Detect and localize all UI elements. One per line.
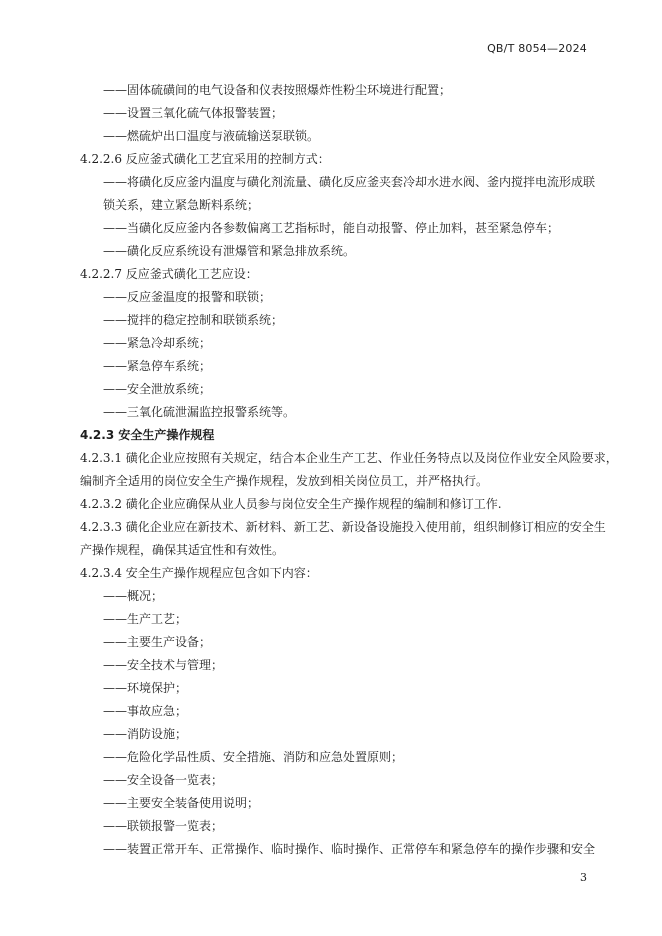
- clause-line: 4.2.2.7 反应釜式磺化工艺应设：: [80, 267, 258, 281]
- list-item: ——危险化学品性质、安全措施、消防和应急处置原则；: [103, 750, 404, 764]
- list-item: ——主要生产设备；: [103, 635, 212, 649]
- list-item: ——主要安全装备使用说明；: [103, 796, 260, 810]
- list-item: ——紧急冷却系统；: [103, 336, 212, 350]
- continuation-line: 编制齐全适用的岗位安全生产操作规程，发放到相关岗位员工，并严格执行。: [80, 474, 489, 488]
- list-item: ——搅拌的稳定控制和联锁系统；: [103, 313, 284, 327]
- clause-line: 4.2.3.3 磺化企业应在新技术、新材料、新工艺、新设备设施投入使用前，组织制修订相应的安全生: [80, 520, 606, 534]
- page-number: 3: [580, 871, 587, 884]
- clause-line: 4.2.3.2 磺化企业应确保从业人员参与岗位安全生产操作规程的编制和修订工作.: [80, 497, 502, 511]
- list-item: ——装置正常开车、正常操作、临时操作、临时操作、正常停车和紧急停车的操作步骤和安全: [103, 842, 596, 856]
- clause-line: 4.2.2.6 反应釜式磺化工艺宜采用的控制方式：: [80, 152, 330, 166]
- list-item: ——将磺化反应釜内温度与磺化剂流量、磺化反应釜夹套冷却水进水阀、釜内搅拌电流形成联: [103, 175, 596, 189]
- list-item: ——反应釜温度的报警和联锁；: [103, 290, 272, 304]
- list-item: ——燃硫炉出口温度与液硫输送泵联锁。: [103, 129, 320, 143]
- clause-line: 4.2.3.4 安全生产操作规程应包含如下内容：: [80, 566, 318, 580]
- standard-code-header: QB/T 8054—2024: [487, 42, 587, 55]
- section-heading: 4.2.3 安全生产操作规程: [80, 428, 215, 442]
- list-item: ——消防设施；: [103, 727, 188, 741]
- list-item: ——联锁报警一览表；: [103, 819, 224, 833]
- continuation-line: 产操作规程，确保其适宜性和有效性。: [80, 543, 285, 557]
- list-item: ——设置三氧化硫气体报警装置；: [103, 106, 284, 120]
- list-item: ——当磺化反应釜内各参数偏离工艺指标时，能自动报警、停止加料，甚至紧急停车；: [103, 221, 560, 235]
- list-item: ——概况；: [103, 589, 164, 603]
- list-item: ——安全技术与管理；: [103, 658, 224, 672]
- list-item: ——三氧化硫泄漏监控报警系统等。: [103, 405, 296, 419]
- list-item: ——安全设备一览表；: [103, 773, 224, 787]
- list-item: ——环境保护；: [103, 681, 188, 695]
- list-item: ——磺化反应系统设有泄爆管和紧急排放系统。: [103, 244, 356, 258]
- list-item: ——固体硫磺间的电气设备和仪表按照爆炸性粉尘环境进行配置；: [103, 83, 452, 97]
- list-item: ——事故应急；: [103, 704, 188, 718]
- list-item: ——安全泄放系统；: [103, 382, 212, 396]
- clause-line: 4.2.3.1 磺化企业应按照有关规定，结合本企业生产工艺、作业任务特点以及岗位作业安全风险要求，: [80, 451, 618, 465]
- list-item: ——紧急停车系统；: [103, 359, 212, 373]
- list-item: ——生产工艺；: [103, 612, 188, 626]
- continuation-line: 锁关系，建立紧急断料系统；: [103, 198, 260, 212]
